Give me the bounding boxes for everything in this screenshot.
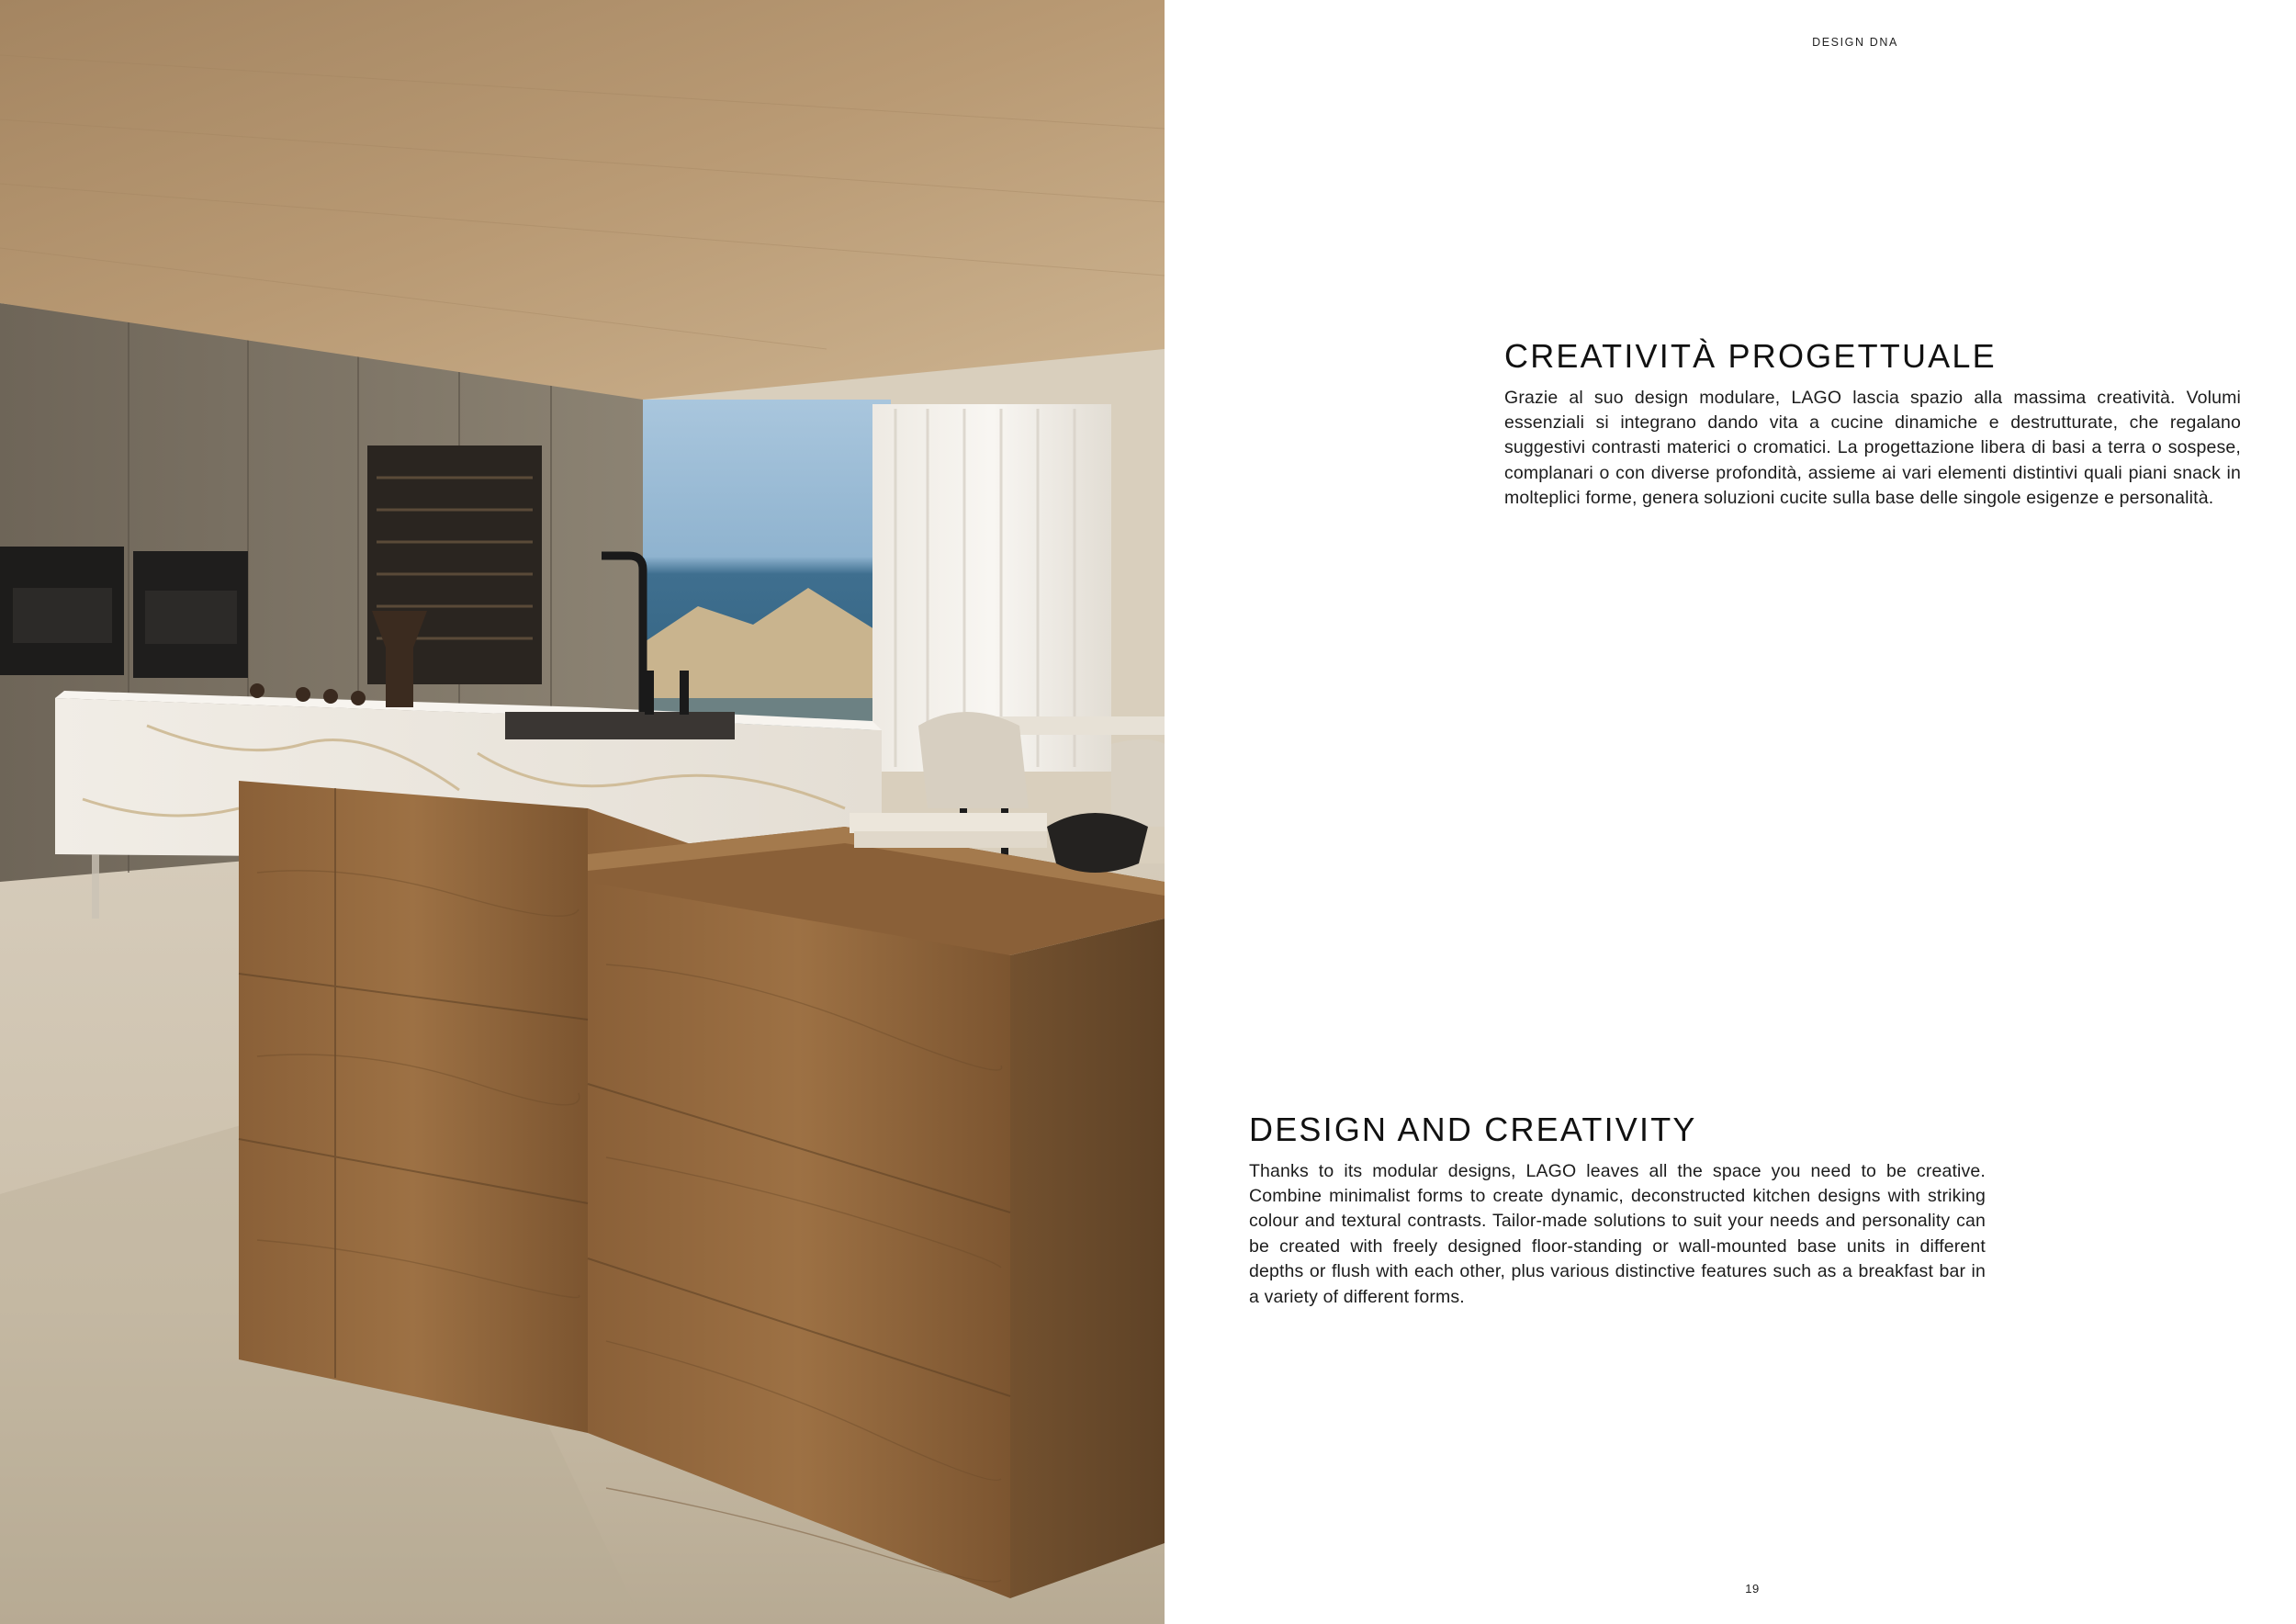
section-label: DESIGN DNA xyxy=(1812,36,1898,49)
english-section xyxy=(1249,1111,1986,1310)
italian-body: Grazie al suo design modulare, LAGO lascia spazio alla massima creatività. Volumi essenziali si integrano dando vita a cucine dinamiche e destrutturate, che regalano suggestivi contrasti materici o cromatici. La progettazione libera di basi a terra o sospese, complanari o con diverse profondità, assieme ai vari elementi distintivi quali piani snack in molteplici forme, genera soluzioni cucite sulla base delle singole esigenze e personalità. xyxy=(1504,387,2241,509)
english-heading: DESIGN AND CREATIVITY xyxy=(1249,1111,1697,1148)
text-page xyxy=(1165,0,2296,1624)
italian-heading: CREATIVITÀ PROGETTUALE xyxy=(1504,337,1997,375)
page-number: 19 xyxy=(1745,1582,1760,1596)
italian-section xyxy=(1504,338,2241,512)
english-body: Thanks to its modular designs, LAGO leaves all the space you need to be creative. Combine minimalist forms to create dynamic, deconstructed kitchen designs with striking colour and textural contrasts. Tailor-made solutions to suit your needs and personality can be created with freely designed floor-standing or wall-mounted base units in different depths or flush with each other, plus various distinctive features such as a breakfast bar in a variety of different forms. xyxy=(1249,1160,1986,1307)
